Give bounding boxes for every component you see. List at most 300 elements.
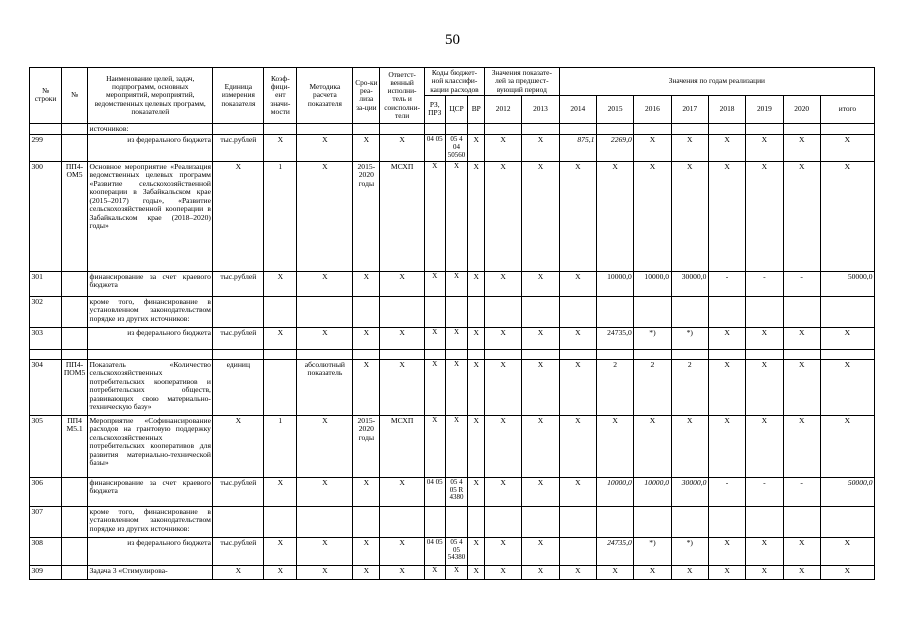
row-number: 299 [30, 135, 62, 161]
row-value-2017: X [671, 161, 708, 271]
row-value-2020: X [783, 327, 820, 349]
row-value-2017 [671, 506, 708, 537]
row-terms: X [353, 271, 380, 296]
row-name: Основное мероприятие «Реализация ведомственных целевых программ «Развитие сельскохозяйственной кооперации в Забайкальском крае (2015–2017) годы», «Развитие сельскохозяйственной кооперации в Забайкальском крае (2018–2020) годы» [88, 161, 213, 271]
row-number: 307 [30, 506, 62, 537]
row-value-total: X [820, 415, 874, 477]
row-value-2012: X [485, 537, 522, 565]
row-value-2012: X [485, 271, 522, 296]
row-value-2020 [783, 123, 820, 135]
row-terms: X [353, 477, 380, 506]
row-code [62, 296, 88, 327]
row-vr [468, 506, 485, 537]
header-values-by-year: Значения по годам реализации [559, 68, 874, 96]
row-value-2014 [559, 296, 596, 327]
row-value-2018: X [708, 537, 745, 565]
header-csr: ЦСР [445, 95, 468, 123]
row-rz: X [424, 161, 445, 271]
row-value-2015 [596, 123, 633, 135]
row-name: из федерального бюджета [88, 135, 213, 161]
row-value-2015: 2269,0 [596, 135, 633, 161]
row-value-2016: X [634, 415, 671, 477]
row-value-2013 [522, 123, 559, 135]
row-value-2015: X [596, 415, 633, 477]
row-value-2012: X [485, 161, 522, 271]
row-value-total: X [820, 537, 874, 565]
row-responsible: X [380, 327, 425, 349]
row-vr: X [468, 135, 485, 161]
row-code [62, 271, 88, 296]
row-value-2015: 2 [596, 359, 633, 415]
row-vr: X [468, 565, 485, 579]
row-code [62, 537, 88, 565]
row-responsible [380, 296, 425, 327]
row-csr: 05 4 05 R 4380 [445, 477, 468, 506]
row-unit: тыс.рублей [213, 135, 264, 161]
row-value-2018: X [708, 359, 745, 415]
row-value-2014 [559, 506, 596, 537]
row-terms [353, 506, 380, 537]
row-value-2016: 2 [634, 359, 671, 415]
row-value-2015: 24735,0 [596, 537, 633, 565]
table-row [30, 123, 875, 135]
row-responsible [380, 123, 425, 135]
row-vr: X [468, 359, 485, 415]
row-unit [213, 506, 264, 537]
row-csr: X [445, 161, 468, 271]
row-value-2019: X [746, 327, 783, 349]
row-value-2017: X [671, 565, 708, 579]
table-row [30, 161, 875, 271]
row-method: X [297, 161, 353, 271]
row-code: ПП4-ОМ5 [62, 161, 88, 271]
header-vr: ВР [468, 95, 485, 123]
row-unit: X [213, 415, 264, 477]
row-vr [468, 296, 485, 327]
row-coef [264, 359, 297, 415]
row-vr: X [468, 271, 485, 296]
row-rz [424, 296, 445, 327]
row-coef: X [264, 477, 297, 506]
table-row [30, 565, 875, 579]
row-number: 304 [30, 359, 62, 415]
row-coef: X [264, 537, 297, 565]
row-value-2013 [522, 296, 559, 327]
row-value-2012 [485, 506, 522, 537]
row-code [62, 327, 88, 349]
row-value-2013: X [522, 327, 559, 349]
row-responsible: X [380, 537, 425, 565]
row-method: X [297, 271, 353, 296]
row-value-total: X [820, 161, 874, 271]
header-row-no: № строки [30, 68, 62, 124]
row-value-2019: X [746, 135, 783, 161]
row-terms: 2015-2020 годы [353, 161, 380, 271]
row-value-2020: X [783, 537, 820, 565]
row-name: Мероприятие «Софинансирование расходов на грантовую поддержку сельскохозяйственных потребительских кооперативов для развития материально-технической базы» [88, 415, 213, 477]
row-value-2019: X [746, 565, 783, 579]
row-value-2014: X [559, 415, 596, 477]
row-coef: X [264, 565, 297, 579]
row-responsible: X [380, 135, 425, 161]
row-value-2018 [708, 506, 745, 537]
header-total: итого [820, 95, 874, 123]
row-value-2017: *) [671, 537, 708, 565]
row-value-2017 [671, 123, 708, 135]
row-value-total: X [820, 135, 874, 161]
row-method: X [297, 135, 353, 161]
row-rz: X [424, 565, 445, 579]
table-row [30, 506, 875, 537]
row-value-2018: X [708, 327, 745, 349]
row-value-2020: - [783, 477, 820, 506]
header-budget-codes: Коды бюджет-ной классифи-кации расходов [424, 68, 484, 96]
row-value-total: 50000,0 [820, 477, 874, 506]
row-responsible [380, 349, 425, 359]
page-number: 50 [445, 32, 460, 48]
row-value-2015 [596, 296, 633, 327]
row-name: из федерального бюджета [88, 537, 213, 565]
row-value-2018 [708, 349, 745, 359]
row-value-2012 [485, 123, 522, 135]
row-value-2019: - [746, 271, 783, 296]
row-unit: тыс.рублей [213, 327, 264, 349]
row-value-2013: X [522, 359, 559, 415]
row-value-2014: X [559, 359, 596, 415]
row-value-2015: 10000,0 [596, 477, 633, 506]
table-row [30, 359, 875, 415]
row-name: финансирование за счет краевого бюджета [88, 477, 213, 506]
row-csr: X [445, 271, 468, 296]
row-value-2019: X [746, 537, 783, 565]
row-rz: X [424, 359, 445, 415]
row-rz: X [424, 327, 445, 349]
row-code [62, 477, 88, 506]
header-responsible: Ответст-венный исполни-тель и соисполни-тели [380, 68, 425, 124]
row-value-2013: X [522, 161, 559, 271]
budget-table [29, 67, 875, 580]
row-value-2015: 24735,0 [596, 327, 633, 349]
row-name: кроме того, финансирование в установленном законодательством порядке из других источников: [88, 506, 213, 537]
row-number: 306 [30, 477, 62, 506]
row-value-total [820, 296, 874, 327]
row-unit: тыс.рублей [213, 477, 264, 506]
row-csr: X [445, 327, 468, 349]
row-value-2017 [671, 296, 708, 327]
table-row [30, 477, 875, 506]
row-unit: тыс.рублей [213, 271, 264, 296]
row-value-2017: X [671, 415, 708, 477]
row-rz [424, 349, 445, 359]
row-terms: X [353, 327, 380, 349]
row-code [62, 135, 88, 161]
row-terms [353, 296, 380, 327]
row-number [30, 349, 62, 359]
row-value-total: 50000,0 [820, 271, 874, 296]
row-value-total [820, 506, 874, 537]
header-year-2013: 2013 [522, 95, 559, 123]
row-value-2020: X [783, 359, 820, 415]
row-value-2019: X [746, 415, 783, 477]
row-unit: единиц [213, 359, 264, 415]
row-vr: X [468, 415, 485, 477]
row-unit [213, 349, 264, 359]
row-value-2018 [708, 123, 745, 135]
row-value-2018: X [708, 135, 745, 161]
row-method: X [297, 415, 353, 477]
row-value-2018: X [708, 161, 745, 271]
header-year-2019: 2019 [746, 95, 783, 123]
row-terms [353, 123, 380, 135]
row-value-2013: X [522, 477, 559, 506]
row-value-2012 [485, 349, 522, 359]
row-value-2012: X [485, 359, 522, 415]
row-number: 303 [30, 327, 62, 349]
row-rz [424, 506, 445, 537]
row-number: 308 [30, 537, 62, 565]
row-value-2020 [783, 296, 820, 327]
row-unit [213, 123, 264, 135]
row-value-2020: X [783, 565, 820, 579]
row-responsible: МСХП [380, 415, 425, 477]
row-terms: X [353, 537, 380, 565]
header-year-2015: 2015 [596, 95, 633, 123]
row-value-2012: X [485, 415, 522, 477]
row-coef: 1 [264, 161, 297, 271]
row-coef: X [264, 327, 297, 349]
row-value-2014: X [559, 327, 596, 349]
row-value-2017: 30000,0 [671, 477, 708, 506]
row-coef: 1 [264, 415, 297, 477]
row-rz: 04 05 [424, 537, 445, 565]
row-value-2012 [485, 296, 522, 327]
row-value-2018: X [708, 415, 745, 477]
row-value-2017: 30000,0 [671, 271, 708, 296]
row-value-2014 [559, 537, 596, 565]
row-name: кроме того, финансирование в установленном законодательством порядке из других источников: [88, 296, 213, 327]
row-terms [353, 349, 380, 359]
row-value-2016 [634, 506, 671, 537]
table-header [30, 68, 875, 124]
row-csr [445, 123, 468, 135]
row-responsible: X [380, 359, 425, 415]
row-number: 302 [30, 296, 62, 327]
row-code: ПП4-ПОМ5 [62, 359, 88, 415]
row-rz: 04 05 [424, 477, 445, 506]
row-value-2016: X [634, 135, 671, 161]
row-vr: X [468, 161, 485, 271]
row-value-2012: X [485, 477, 522, 506]
row-csr [445, 349, 468, 359]
row-value-2016: X [634, 565, 671, 579]
row-value-2019 [746, 296, 783, 327]
row-terms: X [353, 135, 380, 161]
row-value-2012: X [485, 135, 522, 161]
row-value-2017: *) [671, 327, 708, 349]
row-coef: X [264, 271, 297, 296]
row-name: финансирование за счет краевого бюджета [88, 271, 213, 296]
row-value-2015: 10000,0 [596, 271, 633, 296]
row-method: абсолютный показатель [297, 359, 353, 415]
row-value-2012: X [485, 565, 522, 579]
row-responsible: X [380, 565, 425, 579]
row-value-2016: *) [634, 327, 671, 349]
row-method: X [297, 477, 353, 506]
row-value-2017: X [671, 135, 708, 161]
row-number: 305 [30, 415, 62, 477]
row-value-2014: X [559, 271, 596, 296]
row-rz: X [424, 271, 445, 296]
row-number: 309 [30, 565, 62, 579]
row-name: из федерального бюджета [88, 327, 213, 349]
table-row [30, 349, 875, 359]
row-value-2016 [634, 296, 671, 327]
row-value-total [820, 123, 874, 135]
row-value-2014: X [559, 161, 596, 271]
row-coef [264, 123, 297, 135]
row-method: X [297, 327, 353, 349]
row-vr [468, 349, 485, 359]
row-vr [468, 123, 485, 135]
row-value-2020 [783, 349, 820, 359]
row-csr: X [445, 359, 468, 415]
table-row [30, 415, 875, 477]
row-value-2014 [559, 349, 596, 359]
row-value-total: X [820, 565, 874, 579]
row-value-2016: 10000,0 [634, 271, 671, 296]
row-number: 301 [30, 271, 62, 296]
row-coef [264, 506, 297, 537]
row-unit: X [213, 161, 264, 271]
row-value-2016: X [634, 161, 671, 271]
header-year-2016: 2016 [634, 95, 671, 123]
header-terms: Сро-ки реа-лиза за-ции [353, 68, 380, 124]
row-value-2020: X [783, 161, 820, 271]
row-name: источников: [88, 123, 213, 135]
row-responsible [380, 506, 425, 537]
row-value-2012: X [485, 327, 522, 349]
row-terms: X [353, 565, 380, 579]
table-row [30, 296, 875, 327]
row-value-2019: - [746, 477, 783, 506]
row-method [297, 123, 353, 135]
row-number: 300 [30, 161, 62, 271]
row-method: X [297, 565, 353, 579]
row-value-2019 [746, 123, 783, 135]
header-rz: РЗ, ПРЗ [424, 95, 445, 123]
row-rz [424, 123, 445, 135]
row-coef [264, 296, 297, 327]
row-terms: 2015-2020 годы [353, 415, 380, 477]
row-value-2014 [559, 123, 596, 135]
row-vr: X [468, 537, 485, 565]
row-value-2013: X [522, 537, 559, 565]
row-value-2016 [634, 349, 671, 359]
table-row [30, 327, 875, 349]
header-year-2020: 2020 [783, 95, 820, 123]
row-value-2018: - [708, 271, 745, 296]
row-value-2015 [596, 349, 633, 359]
row-coef [264, 349, 297, 359]
table-row [30, 271, 875, 296]
row-value-2017: 2 [671, 359, 708, 415]
row-value-2015: X [596, 565, 633, 579]
row-value-total: X [820, 327, 874, 349]
row-value-2020: X [783, 135, 820, 161]
row-value-2013: X [522, 135, 559, 161]
row-name [88, 349, 213, 359]
row-unit: тыс.рублей [213, 537, 264, 565]
row-csr: X [445, 565, 468, 579]
row-number [30, 123, 62, 135]
row-code [62, 506, 88, 537]
row-rz: 04 05 [424, 135, 445, 161]
row-vr: X [468, 327, 485, 349]
header-year-2018: 2018 [708, 95, 745, 123]
row-value-2020 [783, 506, 820, 537]
table-body [30, 123, 875, 579]
row-value-2020: X [783, 415, 820, 477]
row-value-2013: X [522, 565, 559, 579]
row-value-total: X [820, 359, 874, 415]
row-value-2016: 10000,0 [634, 477, 671, 506]
row-name: Задача 3 «Стимулирова- [88, 565, 213, 579]
row-responsible: X [380, 271, 425, 296]
row-value-2019 [746, 349, 783, 359]
header-code-no: № [62, 68, 88, 124]
row-code [62, 123, 88, 135]
row-responsible: МСХП [380, 161, 425, 271]
row-responsible: X [380, 477, 425, 506]
header-name: Наименование целей, задач, подпрограмм, основных мероприятий, мероприятий, ведомственных целевых программ, показателей [88, 68, 213, 124]
row-value-2016: *) [634, 537, 671, 565]
header-prev-values: Значения показате-лей за предшест-вующий период [485, 68, 560, 96]
row-value-2016 [634, 123, 671, 135]
row-value-2013 [522, 506, 559, 537]
header-coef: Коэф-фици-ент значи-мости [264, 68, 297, 124]
row-value-2018 [708, 296, 745, 327]
row-value-2014: 875,1 [559, 135, 596, 161]
row-name: Показатель «Количество сельскохозяйственных потребительских кооперативов и потребительских обществ, развивающих свою материально-техническую базу» [88, 359, 213, 415]
header-year-2012: 2012 [485, 95, 522, 123]
row-method [297, 349, 353, 359]
row-method [297, 296, 353, 327]
table-row [30, 135, 875, 161]
row-value-2015 [596, 506, 633, 537]
row-method: X [297, 537, 353, 565]
row-code [62, 349, 88, 359]
row-value-total [820, 349, 874, 359]
row-csr [445, 506, 468, 537]
row-value-2017 [671, 349, 708, 359]
row-value-2019: X [746, 359, 783, 415]
row-code: ПП4 М5.1 [62, 415, 88, 477]
row-value-2013 [522, 349, 559, 359]
header-method: Методика расчета показателя [297, 68, 353, 124]
row-value-2019 [746, 506, 783, 537]
header-year-2014: 2014 [559, 95, 596, 123]
row-value-2018: X [708, 565, 745, 579]
row-csr: 05 4 04 50560 [445, 135, 468, 161]
header-unit: Единица измерения показателя [213, 68, 264, 124]
row-csr: X [445, 415, 468, 477]
row-value-2014: X [559, 565, 596, 579]
row-method [297, 506, 353, 537]
row-csr [445, 296, 468, 327]
row-value-2013: X [522, 415, 559, 477]
row-csr: 05 4 05 54380 [445, 537, 468, 565]
row-rz: X [424, 415, 445, 477]
